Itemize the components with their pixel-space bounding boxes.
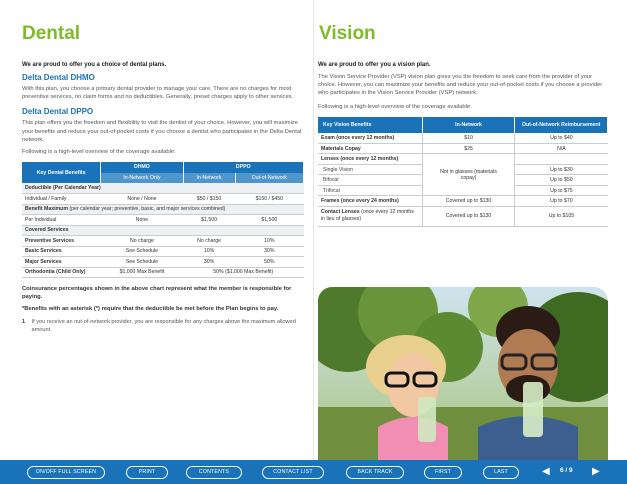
cell: $25 xyxy=(422,143,515,154)
cell: None xyxy=(101,215,183,226)
vision-text: The Vision Service Provider (VSP) vision plan gives you the freedom to seek care from the provider of your choice. However, you can maximize your benefits and reduce your out-of-pocket costs if you choose a provider who participates in the Vision Service Provider (VSP) network. xyxy=(318,74,603,97)
arrow-left-icon[interactable]: ◀ xyxy=(542,466,550,477)
footnote-number: 1 xyxy=(22,319,26,326)
dppo-text: This plan offers you the freedom and flexibility to visit the dentist of your choice. However, you will maximize your benefits and reduce your out-of-pocket costs if you choose a dentist who participates in the Delta Dental network. xyxy=(22,120,302,143)
table-row xyxy=(22,194,304,205)
dppo-header: DPPO xyxy=(183,162,303,173)
in-network-only-header: In-Network Only xyxy=(101,173,183,184)
cell: $10 xyxy=(422,133,515,144)
cell: $1,500 xyxy=(183,215,235,226)
footnote-text: If you receive an out-of-network provider, you are responsible for any charges above the maximum allowed amount. xyxy=(31,319,296,334)
cell: See Schedule xyxy=(101,246,183,257)
cell: Covered up to $130 xyxy=(422,196,515,207)
row-label xyxy=(318,206,422,226)
row-label: Preventive Services xyxy=(22,236,101,247)
vision-overview: Following is a high-level overview of the coverage available: xyxy=(318,103,472,110)
row-label: Frames (once every 24 months) xyxy=(318,196,422,207)
cell: 10% xyxy=(235,236,303,247)
cell: None / None xyxy=(101,194,183,205)
contacts-label: Contact Lenses xyxy=(321,209,360,216)
cell xyxy=(515,154,608,165)
row-label: Bifocal xyxy=(318,175,422,186)
row-label: Individual / Family xyxy=(22,194,101,205)
table-row xyxy=(318,143,608,154)
cell: $1,500 xyxy=(235,215,303,226)
contacts-note: (once every 12 months in lieu of glasses) xyxy=(321,209,414,223)
benefit-max-section xyxy=(22,204,304,215)
table-row xyxy=(318,196,608,207)
vision-photo xyxy=(318,287,608,460)
dental-intro: We are proud to offer you a choice of dental plans. xyxy=(22,62,167,68)
cell: $1,000 Max Benefit xyxy=(101,267,183,278)
table-row xyxy=(318,133,608,144)
page-indicator: 6 / 9 xyxy=(560,467,573,474)
cell: Covered up to $130 xyxy=(422,206,515,226)
cell: 50% ($1,000 Max Benefit) xyxy=(183,267,303,278)
last-button[interactable]: LAST xyxy=(483,466,519,479)
cell: Up to $40 xyxy=(515,133,608,144)
dhmo-heading: Delta Dental DHMO xyxy=(22,73,95,82)
cell: $150 / $450 xyxy=(235,194,303,205)
row-label: Orthodontia (Child Only) xyxy=(22,267,101,278)
first-button[interactable]: FIRST xyxy=(424,466,462,479)
out-of-network-header: Out-of-Network xyxy=(235,173,303,184)
cell: No charge xyxy=(101,236,183,247)
vision-intro: We are proud to offer you a vision plan. xyxy=(318,62,431,68)
footnote xyxy=(22,318,304,334)
couple-drinking-photo xyxy=(318,287,608,460)
table-row xyxy=(22,236,304,247)
table-row xyxy=(318,154,608,165)
row-label: Per Individual xyxy=(22,215,101,226)
vision-benefits-table xyxy=(318,117,608,227)
dppo-heading: Delta Dental DPPO xyxy=(22,107,94,117)
row-label: Single Vision xyxy=(318,164,422,175)
row-label: Exam (once every 12 months) xyxy=(318,133,422,144)
navigation-bar xyxy=(0,460,627,484)
table-row xyxy=(22,257,304,268)
cell: Up to $105 xyxy=(515,206,608,226)
table-row xyxy=(318,206,608,226)
cell: Up to $70 xyxy=(515,196,608,207)
dental-column xyxy=(22,0,304,334)
cell: $50 / $150 xyxy=(183,194,235,205)
cell: Up to $30 xyxy=(515,164,608,175)
row-label: Major Services xyxy=(22,257,101,268)
arrow-right-icon[interactable]: ▶ xyxy=(592,466,600,477)
vision-key-header: Key Vision Benefits xyxy=(318,117,422,133)
dental-title: Dental xyxy=(22,23,81,44)
column-divider xyxy=(313,0,314,460)
cell: Not in glasses (materials copay) xyxy=(422,154,515,196)
cell: See Schedule xyxy=(101,257,183,268)
table-row xyxy=(22,215,304,226)
row-label: Trifocal xyxy=(318,185,422,196)
row-label: Basic Services xyxy=(22,246,101,257)
contents-button[interactable]: CONTENTS xyxy=(186,466,242,479)
cell: 30% xyxy=(235,246,303,257)
vision-title: Vision xyxy=(319,23,376,44)
asterisk-note: *Benefits with an asterisk (*) require that the deductible be met before the Plan begins to pay. xyxy=(22,306,279,313)
contact-list-button[interactable]: CONTACT LIST xyxy=(262,466,324,479)
cell: N/A xyxy=(515,143,608,154)
dental-benefits-table xyxy=(22,162,304,278)
vision-out-header: Out-of-Network Reimbursement xyxy=(515,117,608,133)
row-label: Materials Copay xyxy=(318,143,422,154)
benefit-max-note: (per calendar year; preventive, basic, and major services combined) xyxy=(69,206,226,213)
dhmo-header: DHMO xyxy=(101,162,183,173)
row-label: Lenses (once every 12 months) xyxy=(318,154,422,165)
in-network-header: In-Network xyxy=(183,173,235,184)
cell: 10% xyxy=(183,246,235,257)
covered-section: Covered Services xyxy=(22,225,304,236)
cell: Up to $75 xyxy=(515,185,608,196)
cell: 50% xyxy=(235,257,303,268)
back-track-button[interactable]: BACK TRACK xyxy=(346,466,404,479)
vision-column xyxy=(318,0,608,227)
table-row xyxy=(22,267,304,278)
table-row xyxy=(22,246,304,257)
fullscreen-button[interactable]: ON/OFF FULL SCREEN xyxy=(27,466,105,479)
deductible-section: Deductible (Per Calendar Year) xyxy=(22,183,304,194)
cell: 30% xyxy=(183,257,235,268)
vision-in-header: In-Network xyxy=(422,117,515,133)
dental-overview: Following is a high-level overview of the coverage available: xyxy=(22,149,176,156)
dhmo-text: With this plan, you choose a primary dental provider to manage your care. There are no charges for most preventive services, no claim forms and no deductibles. Generally, preset charges apply to other services. xyxy=(22,86,294,101)
print-button[interactable]: PRINT xyxy=(126,466,168,479)
benefit-max-label: Benefit Maximum xyxy=(25,206,68,213)
cell: Up to $50 xyxy=(515,175,608,186)
dental-key-header: Key Dental Benefits xyxy=(22,162,101,183)
cell: No charge xyxy=(183,236,235,247)
coinsurance-note: Coinsurance percentages shown in the above chart represent what the member is responsible for paying. xyxy=(22,286,292,301)
